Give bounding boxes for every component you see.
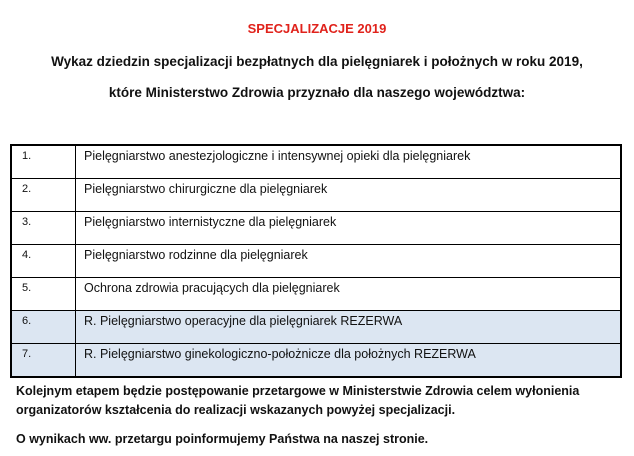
paragraph-line: Kolejnym etapem będzie postępowanie przetargowe w Ministerstwie Zdrowia celem wyłonienia [16, 384, 580, 398]
table-row [11, 212, 621, 245]
reserve-table-row [11, 344, 621, 378]
row-number: 6. [11, 311, 76, 344]
specialization-name: Pielęgniarstwo chirurgiczne dla pielęgniarek [76, 179, 622, 212]
reserve-table-row [11, 311, 621, 344]
specialization-name: Pielęgniarstwo rodzinne dla pielęgniarek [76, 245, 622, 278]
specializations-table [10, 144, 622, 378]
row-number: 5. [11, 278, 76, 311]
table-row [11, 278, 621, 311]
subtitle-line-1: Wykaz dziedzin specjalizacji bezpłatnych dla pielęgniarek i położnych w roku 2019, [51, 54, 583, 69]
row-number: 1. [11, 145, 76, 179]
paragraph-line: organizatorów kształcenia do realizacji wskazanych powyżej specjalizacji. [16, 403, 456, 417]
next-steps-paragraph [16, 382, 626, 420]
row-number: 2. [11, 179, 76, 212]
results-info-paragraph: O wynikach ww. przetargu poinformujemy Państwa na naszej stronie. [16, 432, 429, 446]
row-number: 3. [11, 212, 76, 245]
specialization-name: Ochrona zdrowia pracujących dla pielęgniarek [76, 278, 622, 311]
specialization-name: R. Pielęgniarstwo ginekologiczno-położnicze dla położnych REZERWA [76, 344, 622, 378]
table-row [11, 179, 621, 212]
row-number: 4. [11, 245, 76, 278]
row-number: 7. [11, 344, 76, 378]
table-row [11, 145, 621, 179]
specialization-name: R. Pielęgniarstwo operacyjne dla pielęgniarek REZERWA [76, 311, 622, 344]
specialization-name: Pielęgniarstwo internistyczne dla pielęgniarek [76, 212, 622, 245]
specialization-name: Pielęgniarstwo anestezjologiczne i intensywnej opieki dla pielęgniarek [76, 145, 622, 179]
subtitle-line-2: które Ministerstwo Zdrowia przyznało dla naszego województwa: [108, 85, 526, 100]
document-title: SPECJALIZACJE 2019 [247, 21, 387, 36]
table-row [11, 245, 621, 278]
